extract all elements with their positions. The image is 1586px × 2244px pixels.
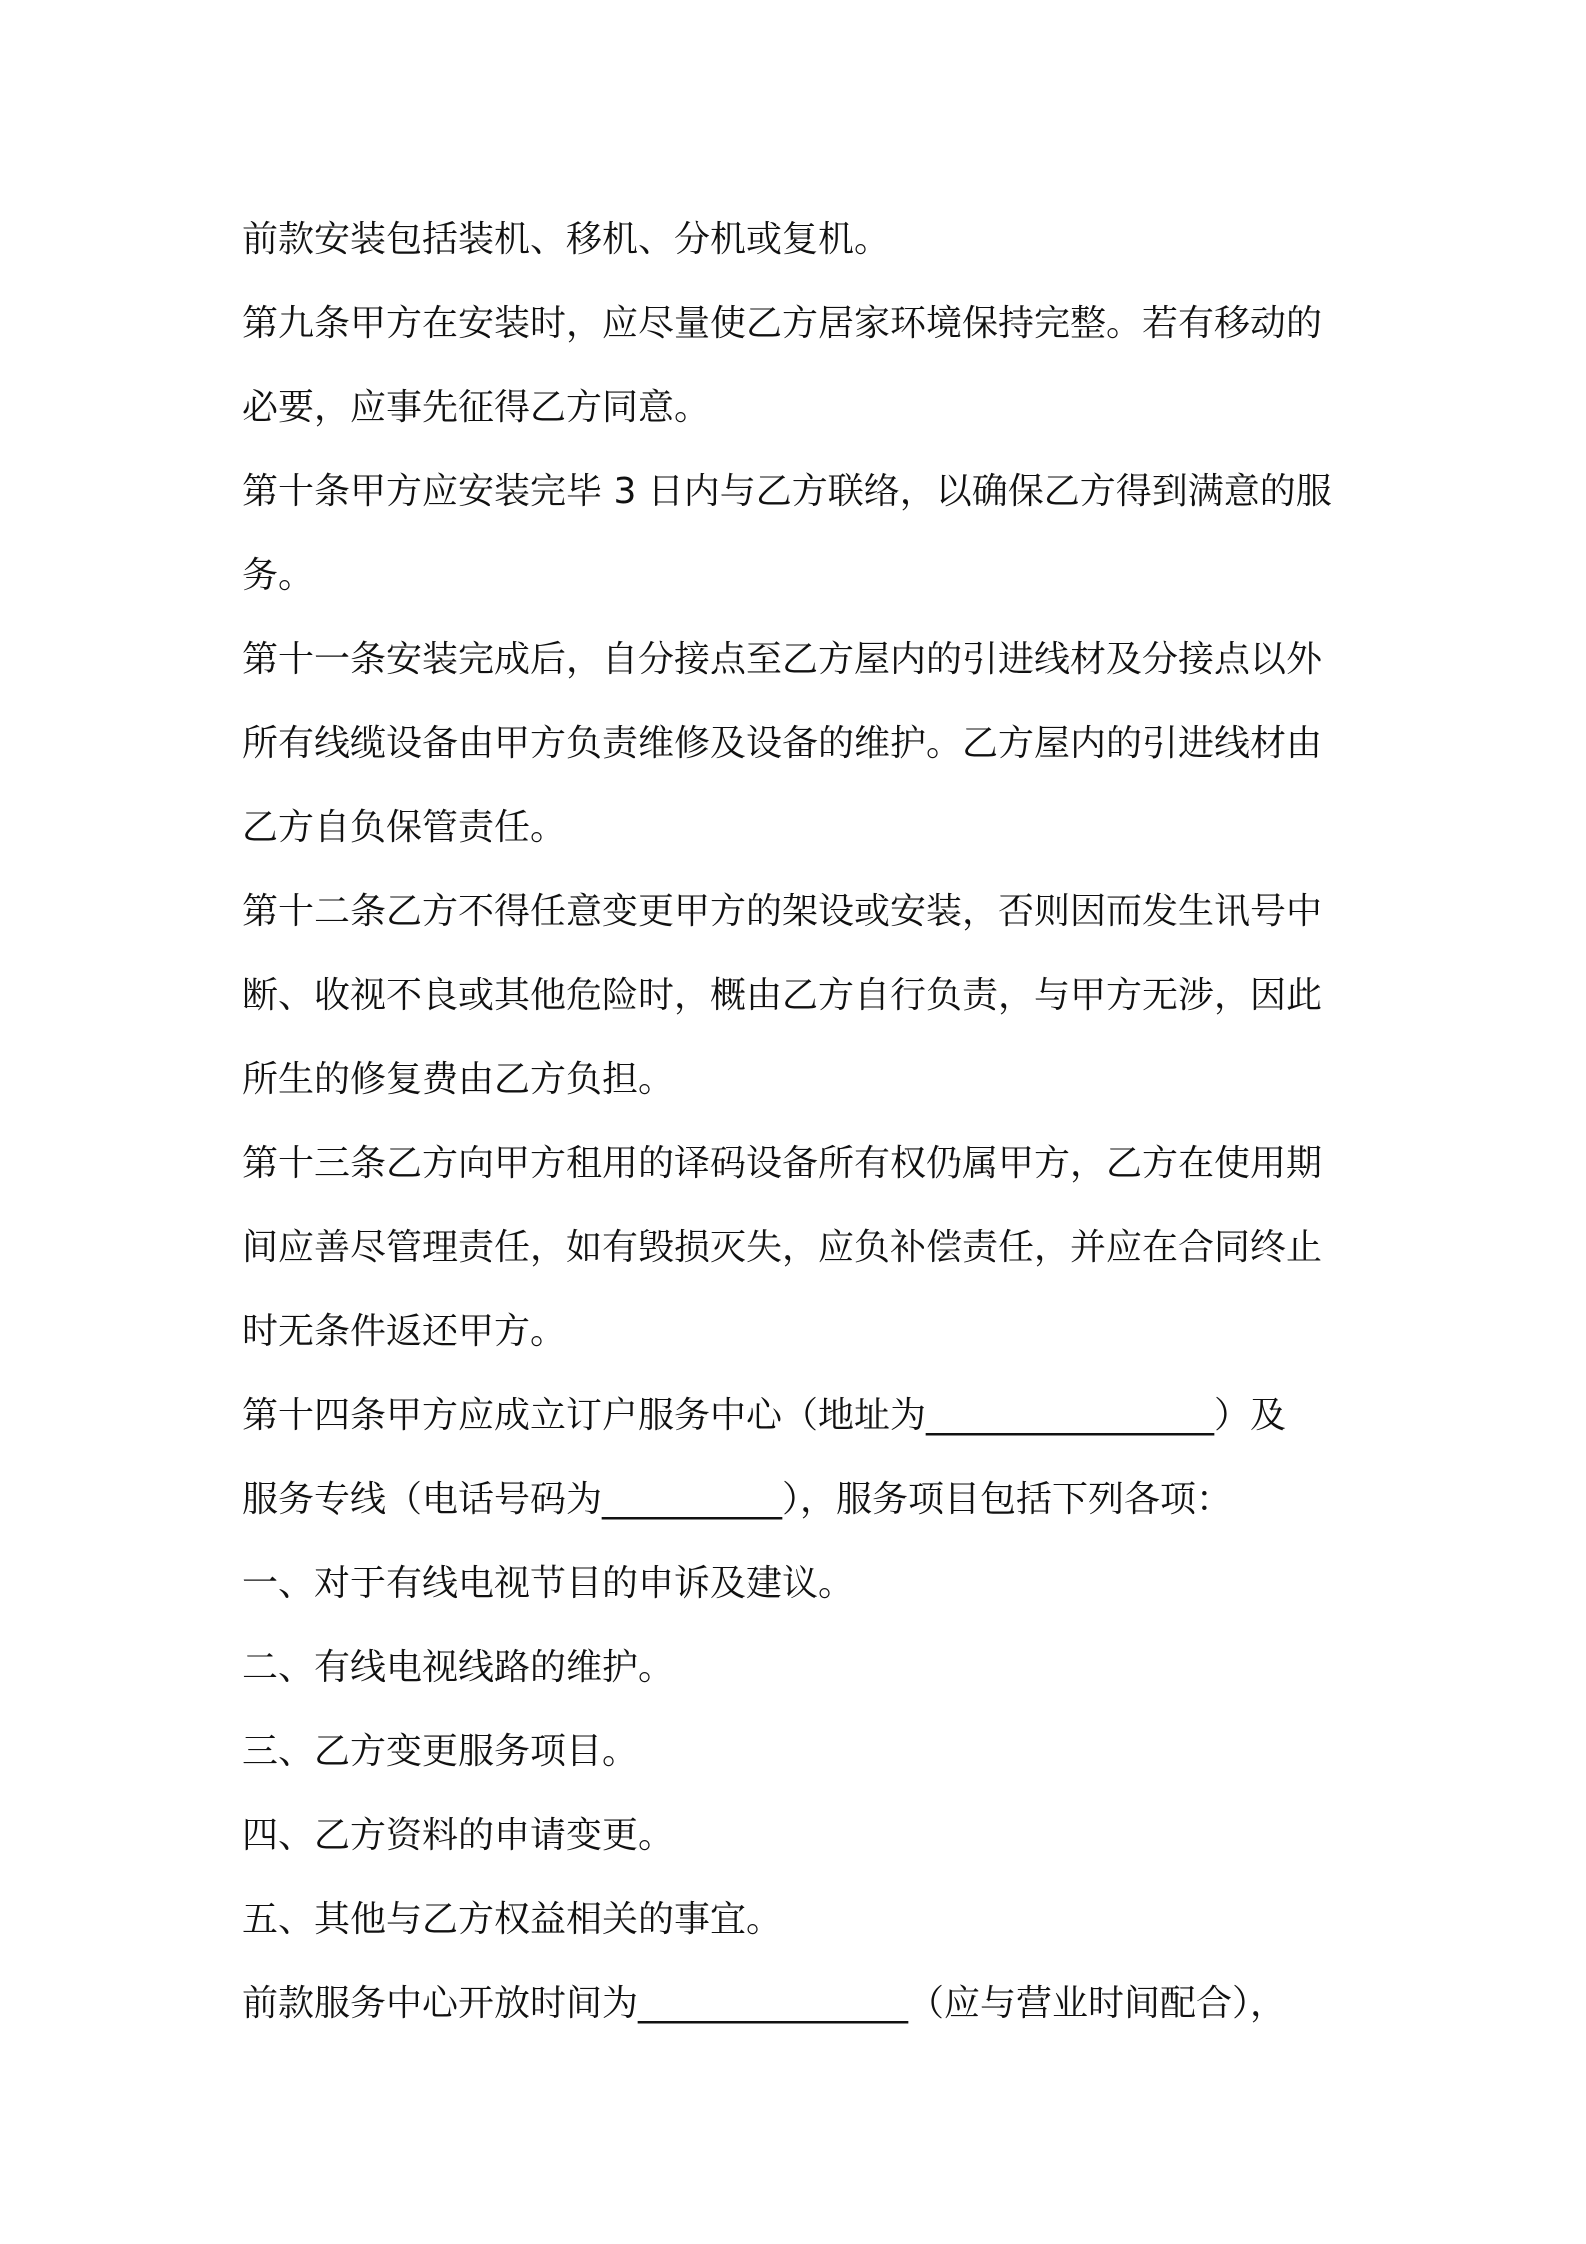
text-line: 二、有线电视线路的维护。 <box>242 1647 675 1688</box>
text-line: 第十二条乙方不得任意变更甲方的架设或安装，否则因而发生讯号中 <box>242 891 1323 932</box>
text-line: 服务专线（电话号码为__________），服务项目包括下列各项： <box>242 1479 1233 1520</box>
text-line: 三、乙方变更服务项目。 <box>242 1731 639 1772</box>
contract-body <box>242 198 1362 2046</box>
text-line: 第九条甲方在安装时，应尽量使乙方居家环境保持完整。若有移动的 <box>242 303 1323 344</box>
text-line: 四、乙方资料的申请变更。 <box>242 1815 675 1856</box>
text-line: 断、收视不良或其他危险时，概由乙方自行负责，与甲方无涉，因此 <box>242 975 1323 1016</box>
text-line: 五、其他与乙方权益相关的事宜。 <box>242 1899 783 1940</box>
text-line: 第十三条乙方向甲方租用的译码设备所有权仍属甲方，乙方在使用期 <box>242 1143 1323 1184</box>
text-line: 所生的修复费由乙方负担。 <box>242 1059 675 1100</box>
text-line: 必要，应事先征得乙方同意。 <box>242 387 711 428</box>
text-line: 一、对于有线电视节目的申诉及建议。 <box>242 1563 855 1604</box>
text-line: 前款服务中心开放时间为_______________（应与营业时间配合）， <box>242 1983 1287 2024</box>
text-line: 第十条甲方应安装完毕 3 日内与乙方联络，以确保乙方得到满意的服 <box>242 471 1332 512</box>
text-line: 第十四条甲方应成立订户服务中心（地址为________________）及 <box>242 1395 1287 1436</box>
text-line: 务。 <box>242 555 315 596</box>
text-line: 第十一条安装完成后，自分接点至乙方屋内的引进线材及分接点以外 <box>242 639 1323 680</box>
text-line: 乙方自负保管责任。 <box>242 807 567 848</box>
text-line: 时无条件返还甲方。 <box>242 1311 567 1352</box>
text-line: 前款安装包括装机、移机、分机或复机。 <box>242 219 891 260</box>
text-line: 所有线缆设备由甲方负责维修及设备的维护。乙方屋内的引进线材由 <box>242 723 1323 764</box>
text-line: 间应善尽管理责任，如有毁损灭失，应负补偿责任，并应在合同终止 <box>242 1227 1323 1268</box>
